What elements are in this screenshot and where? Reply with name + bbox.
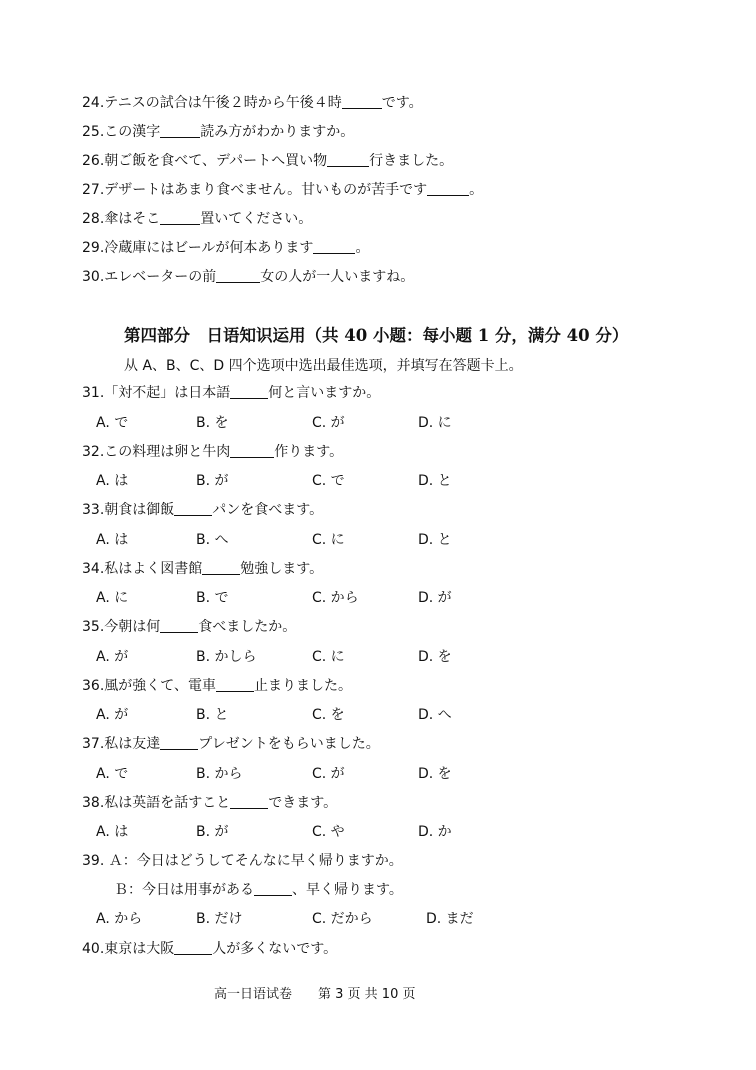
answer-blank [427,181,469,196]
option-c[interactable]: C. が [312,766,345,782]
option-b[interactable]: B. から [196,766,243,782]
question-40: 40.東京は大阪 人が多くないです。 [82,941,338,957]
option-c[interactable]: C. で [312,473,345,489]
option-b[interactable]: B. へ [196,532,229,548]
option-d[interactable]: D. が [418,590,452,606]
answer-blank [160,735,198,750]
question-27: 27.デザートはあまり食べません。甘いものが苦手です 。 [82,182,484,198]
option-b[interactable]: B. だけ [196,911,243,927]
option-c[interactable]: C. に [312,649,345,665]
question-34: 34.私はよく図書館 勉強します。 [82,561,324,577]
option-c[interactable]: C. を [312,707,345,723]
answer-blank [160,618,198,633]
page-footer: 高一日语试卷 第 3 页 共 10 页 [214,987,416,1002]
option-a[interactable]: A. は [96,473,129,489]
question-39-line-a: 39. Ａ：今日はどうしてそんなに早く帰りますか。 [82,853,403,869]
answer-blank [313,239,355,254]
option-c[interactable]: C. や [312,824,345,840]
option-c[interactable]: C. だから [312,911,373,927]
answer-blank [160,123,200,138]
question-37: 37.私は友達 プレゼントをもらいました。 [82,736,380,752]
option-d[interactable]: D. へ [418,707,452,723]
answer-blank [160,210,200,225]
question-28: 28.傘はそこ 置いてください。 [82,211,313,227]
question-36: 36.風が強くて、電車 止まりました。 [82,678,352,694]
option-d[interactable]: D. と [418,473,452,489]
option-a[interactable]: A. が [96,707,129,723]
question-25: 25.この漢字 読み方がわかりますか。 [82,124,355,140]
option-a[interactable]: A. で [96,415,129,431]
answer-blank [230,384,268,399]
question-38: 38.私は英語を話すこと できます。 [82,795,338,811]
section-instruction: 从 A、B、C、D 四个选项中选出最佳选项，并填写在答题卡上。 [124,358,523,374]
question-33: 33.朝食は御飯 パンを食べます。 [82,502,324,518]
option-a[interactable]: A. は [96,532,129,548]
option-b[interactable]: B. で [196,590,229,606]
option-a[interactable]: A. は [96,824,129,840]
question-29: 29.冷蔵庫にはビールが何本あります 。 [82,240,370,256]
option-a[interactable]: A. で [96,766,129,782]
option-d[interactable]: D. を [418,649,452,665]
answer-blank [174,501,212,516]
question-32: 32.この料理は卵と牛肉 作ります。 [82,444,344,460]
answer-blank [230,443,274,458]
question-31: 31.「対不起」は日本語 何と言いますか。 [82,385,381,401]
question-24: 24.テニスの試合は午後２時から午後４時 です。 [82,95,423,111]
question-26: 26.朝ご飯を食べて、デパートへ買い物 行きました。 [82,153,454,169]
question-39-line-b: Ｂ：今日は用事がある 、早く帰ります。 [114,882,403,898]
answer-blank [174,940,212,955]
option-d[interactable]: D. を [418,766,452,782]
answer-blank [342,94,382,109]
option-a[interactable]: A. が [96,649,129,665]
option-c[interactable]: C. から [312,590,359,606]
option-b[interactable]: B. と [196,707,229,723]
answer-blank [327,152,369,167]
option-b[interactable]: B. を [196,415,229,431]
answer-blank [216,268,260,283]
option-a[interactable]: A. から [96,911,143,927]
option-a[interactable]: A. に [96,590,129,606]
question-30: 30.エレベーターの前 女の人が一人いますね。 [82,269,415,285]
option-b[interactable]: B. が [196,473,229,489]
option-b[interactable]: B. が [196,824,229,840]
option-b[interactable]: B. かしら [196,649,257,665]
option-d[interactable]: D. まだ [426,911,474,927]
option-d[interactable]: D. に [418,415,452,431]
question-35: 35.今朝は何 食べましたか。 [82,619,297,635]
option-d[interactable]: D. か [418,824,452,840]
option-c[interactable]: C. に [312,532,345,548]
option-d[interactable]: D. と [418,532,452,548]
answer-blank [202,560,240,575]
answer-blank [216,677,254,692]
option-c[interactable]: C. が [312,415,345,431]
section-title: 第四部分 日语知识运用（共 40 小题：每小题 1 分，满分 40 分） [124,326,629,345]
answer-blank [254,881,292,896]
answer-blank [230,794,268,809]
